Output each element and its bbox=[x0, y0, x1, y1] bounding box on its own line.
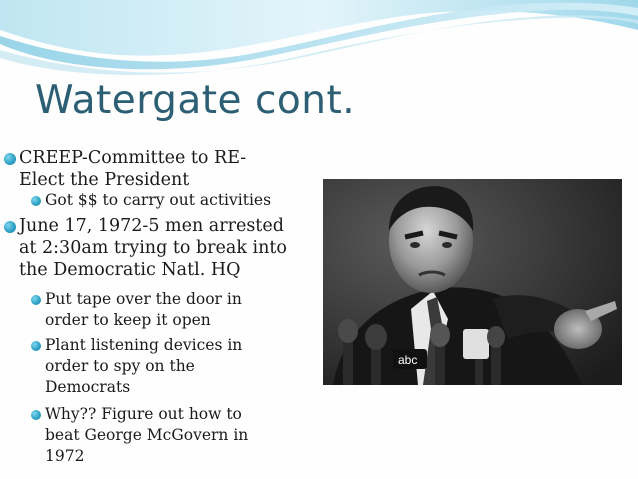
bullet-line: CREEP-Committee to RE- bbox=[19, 148, 247, 168]
subbullet-money bbox=[45, 190, 271, 211]
subbullet-listening bbox=[45, 335, 242, 398]
bullet-icon bbox=[31, 196, 41, 206]
mic-logo-text: abc bbox=[398, 353, 418, 367]
bullet-line: order to keep it open bbox=[45, 311, 211, 329]
bullet-line: Got $$ to carry out activities bbox=[45, 191, 272, 209]
subbullet-tape bbox=[45, 289, 242, 331]
bullet-icon bbox=[4, 221, 16, 233]
bullet-line: June 17, 1972-5 men arrested bbox=[19, 216, 284, 236]
bullet-line: the Democratic Natl. HQ bbox=[19, 260, 241, 280]
bullet-icon bbox=[31, 295, 41, 305]
bullet-line: order to spy on the bbox=[45, 357, 195, 375]
subbullet-why bbox=[45, 404, 248, 467]
bullet-icon bbox=[31, 341, 41, 351]
nixon-press-photo bbox=[323, 179, 622, 385]
bullet-icon bbox=[4, 153, 16, 165]
slide-title: Watergate cont. bbox=[35, 78, 356, 123]
bullet-line: 1972 bbox=[45, 447, 85, 465]
bullet-line: at 2:30am trying to break into bbox=[19, 238, 287, 258]
bullet-icon bbox=[31, 410, 41, 420]
bullet-line: Plant listening devices in bbox=[45, 336, 243, 354]
bullet-line: Why?? Figure out how to bbox=[45, 405, 242, 423]
bullet-line: beat George McGovern in bbox=[45, 426, 249, 444]
photo-illustration bbox=[323, 179, 622, 385]
bullet-june17 bbox=[19, 215, 287, 281]
bullet-creep bbox=[19, 147, 246, 191]
bullet-line: Put tape over the door in bbox=[45, 290, 242, 308]
bullet-line: Elect the President bbox=[19, 170, 190, 190]
bullet-line: Democrats bbox=[45, 378, 131, 396]
